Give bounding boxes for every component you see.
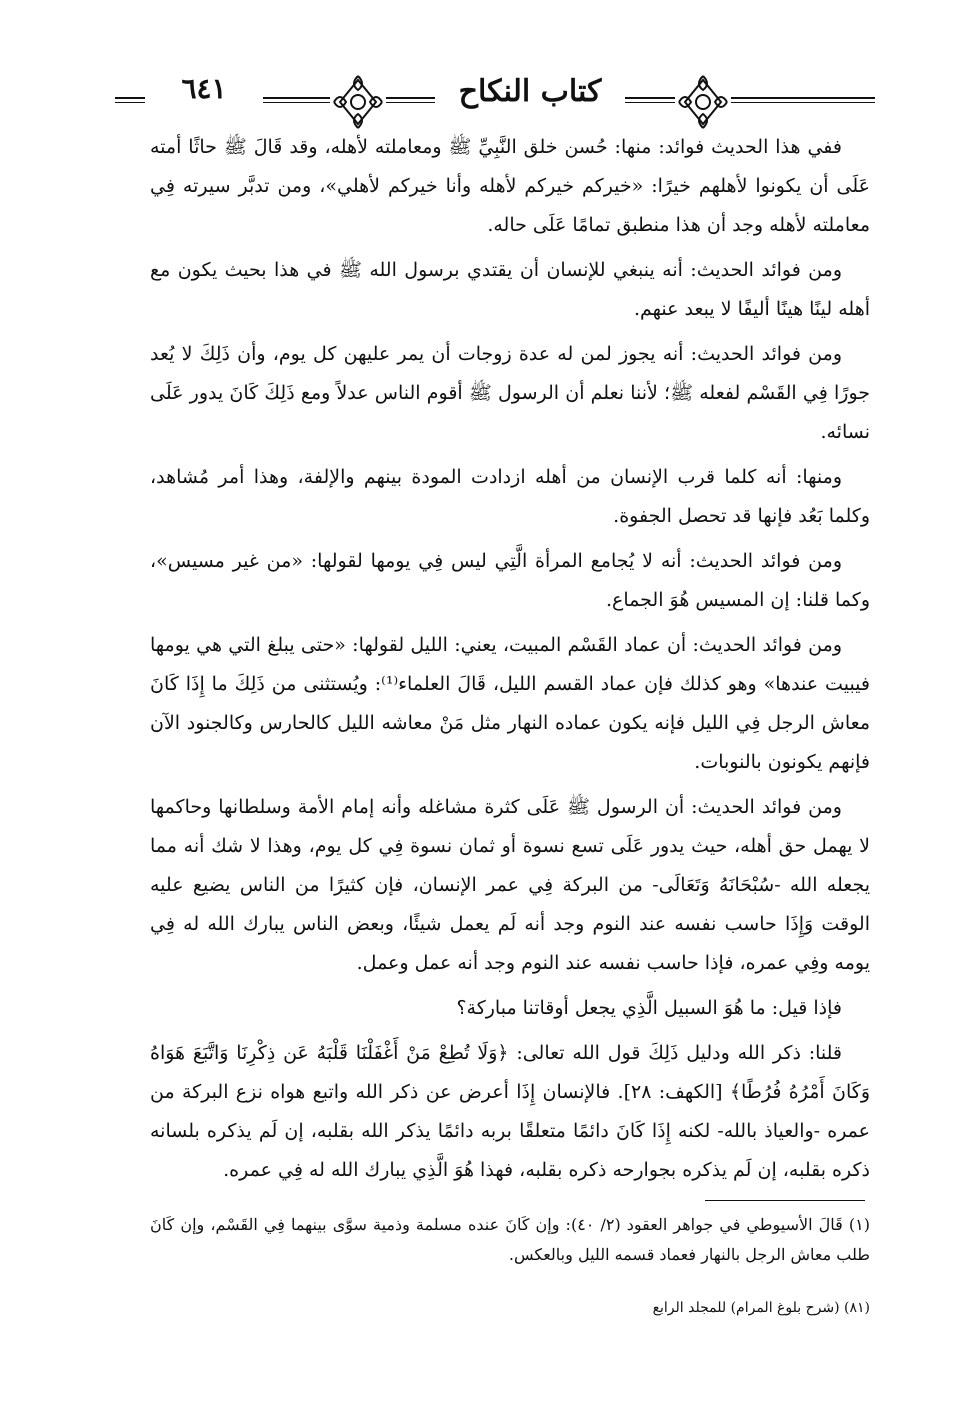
footnote-separator bbox=[705, 1200, 865, 1201]
paragraph-5: ومن فوائد الحديث: أنه لا يُجامع المرأة الَّتِي ليس فِي يومها لقولها: «من غير مسيس»، وكما قلنا: إن المسيس هُوَ الجماع. bbox=[150, 550, 870, 611]
ornament-left-icon bbox=[330, 74, 386, 130]
paragraph-3: ومن فوائد الحديث: أنه يجوز لمن له عدة زوجات أن يمر عليهن كل يوم، وأن ذَلِكَ لا يُعد جورًا فِي القَسْم لفعله ﷺ؛ لأننا نعلم أن الرسول ﷺ أقوم الناس عدلاً ومع ذَلِكَ كَانَ يدور عَلَى نسائه. bbox=[150, 343, 870, 443]
paragraph-6: ومن فوائد الحديث: أن عماد القَسْم المبيت، يعني: الليل لقولها: «حتى يبلغ التي هي يومها فيبيت عندها» وهو كذلك فإن عماد القسم الليل، قَالَ العلماء⁽¹⁾: ويُستثنى من ذَلِكَ ما إِذَا كَانَ معاش الرجل فِي الليل فإنه يكون عماده النهار مثل مَنْ معاشه الليل كالحارس وكالجنود الآن فإنهم يكونون بالنوبات. bbox=[150, 634, 870, 773]
chapter-title: كتاب النكاح bbox=[435, 74, 625, 109]
main-text bbox=[150, 128, 870, 1196]
paragraph-4: ومنها: أنه كلما قرب الإنسان من أهله ازدادت المودة بينهم والإلفة، وهذا أمر مُشاهد، وكلما بَعُد فإنها قد تحصل الجفوة. bbox=[150, 466, 870, 527]
ornament-right-icon bbox=[675, 74, 731, 130]
footnote: (١) قَالَ الأسيوطي في جواهر العقود (٢/ ٤٠): وإن كَانَ عنده مسلمة وذمية سوَّى بينهما فِي القَسْم، وإن كَانَ طلب معاش الرجل بالنهار فعماد قسمه الليل وبالعكس. bbox=[150, 1215, 870, 1264]
paragraph-1: ففي هذا الحديث فوائد: منها: حُسن خلق النَّبِيِّ ﷺ ومعاملته لأهله، وقد قَالَ ﷺ حاثًا أمته عَلَى أن يكونوا لأهلهم خيرًا: «خيركم خيركم لأهله وأنا خيركم لأهلي»، ومن تدبَّر سيرته فِي معاملته لأهله وجد أن هذا منطبق تمامًا عَلَى حاله. bbox=[150, 136, 870, 236]
paragraph-8: فإذا قيل: ما هُوَ السبيل الَّذِي يجعل أوقاتنا مباركة؟ bbox=[456, 997, 842, 1019]
page-number: ٦٤١ bbox=[145, 72, 263, 105]
paragraph-7: ومن فوائد الحديث: أن الرسول ﷺ عَلَى كثرة مشاغله وأنه إمام الأمة وسلطانها وحاكمها لا يهمل حق أهله، حيث يدور عَلَى تسع نسوة أو ثمان نسوة فِي كل يوم، وهذا لا شك أنه مما يجعله الله -سُبْحَانَهُ وَتَعَالَى- من البركة فِي عمر الإنسان، فإن كثيرًا من الناس يضيع عليه الوقت وَإِذَا حاسب نفسه عند النوم وجد أنه لَم يعمل شيئًا، وبعض الناس يبارك الله له فِي يومه وفِي عمره، فإذا حاسب نفسه عند النوم وجد أنه عمل وعمل. bbox=[150, 796, 870, 974]
page-footer: (٨١) (شرح بلوغ المرام) للمجلد الرابع bbox=[652, 1300, 870, 1316]
page-header bbox=[115, 66, 875, 130]
paragraph-9: قلنا: ذكر الله ودليل ذَلِكَ قول الله تعالى: ﴿وَلَا تُطِعْ مَنْ أَغْفَلْنَا قَلْبَهُ عَن ذِكْرِنَا وَاتَّبَعَ هَوَاهُ وَكَانَ أَمْرُهُ فُرُطًا﴾ [الكهف: ٢٨]. فالإنسان إِذَا أعرض عن ذكر الله واتبع هواه نزع البركة من عمره -والعياذ بالله- لكنه إِذَا كَانَ دائمًا متعلقًا بربه دائمًا يذكر الله بقلبه، إن لَم يذكره بلسانه ذكره بقلبه، إن لَم يذكره بجوارحه ذكره بقلبه، فهذا هُوَ الَّذِي يبارك الله له فِي عمره. bbox=[150, 1042, 870, 1181]
paragraph-2: ومن فوائد الحديث: أنه ينبغي للإنسان أن يقتدي برسول الله ﷺ في هذا بحيث يكون مع أهله لينًا هينًا أليفًا لا يبعد عنهم. bbox=[150, 259, 870, 320]
